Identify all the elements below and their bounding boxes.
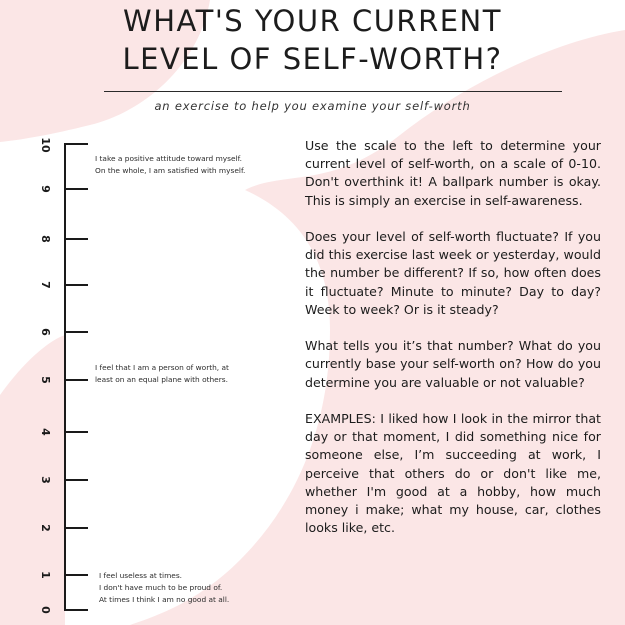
page-subtitle: an exercise to help you examine your self-worth [154,99,471,113]
instructions-paragraph-2: Does your level of self-worth fluctuate? If you did this exercise last week or yesterday, would the number be different? If so, how often does it fluctuate? Minute to minute? Day to day? Week to week? Or is it steady? [305,229,601,317]
scale-label-9: 9 [39,185,53,193]
instructions-paragraph-1: Use the scale to the left to determine your current level of self-worth, on a scale of 0-10. Don't overthink it! A ballpark number is okay. This is simply an exercise in self-awareness. [305,138,601,208]
scale-label-0: 0 [39,606,53,614]
scale-label-7: 7 [39,281,53,289]
page-title-line-2: LEVEL OF SELF-WORTH? [122,42,503,76]
scale-label-10: 10 [39,137,53,153]
page-title-line-1: WHAT'S YOUR CURRENT [123,4,502,38]
scale-label-5: 5 [39,376,53,384]
examples-paragraph: EXAMPLES: I liked how I look in the mirror that day or that moment, I did something nice for someone else, I’m succeeding at work, I perceive that others do or don't like me, whether I'm good at a hobby, how much money i make; what my house, car, clothes looks like, etc. [305,411,601,536]
instructions-paragraph-3: What tells you it’s that number? What do you currently base your self-worth on? How do you determine you are valuable or not valuable? [305,338,601,390]
scale-tick-9 [64,188,88,190]
scale-note-low-line-3: At times I think I am no good at all. [99,595,230,604]
scale-note-high-line-1: I take a positive attitude toward myself. [95,154,243,163]
scale-tick-0 [64,609,88,611]
scale-tick-6 [64,331,88,333]
scale-note-low-line-1: I feel useless at times. [99,571,183,580]
scale-label-1: 1 [39,571,53,579]
scale-note-middle [95,362,229,386]
scale-tick-4 [64,431,88,433]
scale-label-2: 2 [39,524,53,532]
scale-tick-7 [64,284,88,286]
title-divider [104,91,562,92]
scale-note-high [95,153,245,177]
scale-note-high-line-2: On the whole, I am satisfied with myself. [95,166,246,175]
scale-label-8: 8 [39,235,53,243]
scale-note-low [99,570,229,606]
scale-tick-8 [64,238,88,240]
scale-label-3: 3 [39,476,53,484]
scale-label-4: 4 [39,428,53,436]
scale-tick-5 [64,379,88,381]
scale-note-low-line-2: I don't have much to be proud of. [99,583,223,592]
scale-tick-1 [64,574,88,576]
scale-note-middle-line-1: I feel that I am a person of worth, at [95,363,229,372]
scale-tick-2 [64,527,88,529]
scale-tick-10 [64,143,88,145]
scale-axis-line [64,143,66,610]
instructions-text [305,137,601,537]
scale-tick-3 [64,479,88,481]
scale-note-middle-line-2: least on an equal plane with others. [95,375,228,384]
scale-label-6: 6 [39,328,53,336]
